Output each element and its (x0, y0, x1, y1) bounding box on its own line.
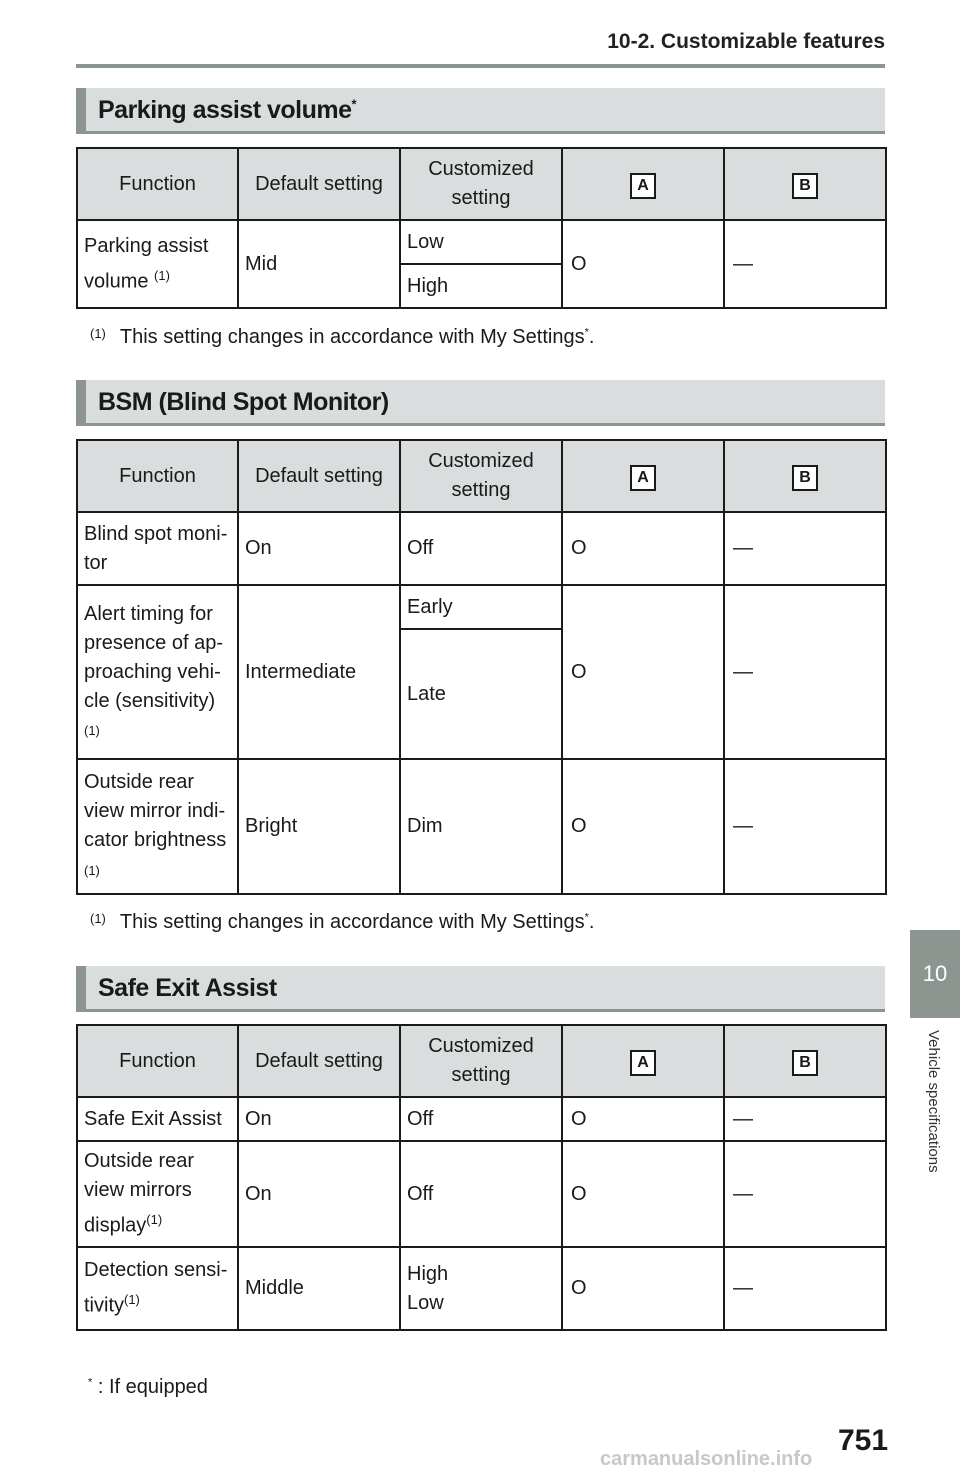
table-safe-exit (76, 1024, 887, 1331)
footnote-parking (90, 326, 594, 349)
note-mark: (1) (154, 267, 170, 283)
cell-a: O (562, 585, 724, 759)
cell-default: Bright (238, 759, 400, 894)
col-function: Function (77, 440, 238, 512)
col-function: Function (77, 148, 238, 220)
footnote-end: . (588, 326, 595, 348)
footnote-star: * (584, 326, 589, 339)
cell-a: O (562, 1247, 724, 1330)
table-header-row (77, 440, 886, 512)
section-title-parking: Parking assist volume (98, 96, 352, 124)
col-b: B (792, 465, 818, 491)
footnote-text: This setting changes in accordance with My Settings (119, 911, 585, 933)
col-b: B (792, 173, 818, 199)
cell-function: Parking assist volume (84, 234, 209, 293)
note-mark: (1) (84, 863, 100, 878)
table-row (77, 512, 886, 585)
chapter-label: Vehicle specifications (925, 1030, 942, 1173)
cell-a: O (562, 1141, 724, 1247)
cell-b: — (724, 759, 886, 894)
col-default: Default setting (238, 1025, 400, 1097)
page-number: 751 (838, 1424, 889, 1457)
cell-option: Low (407, 1291, 444, 1314)
table-bsm (76, 439, 887, 895)
cell-default: On (238, 512, 400, 585)
col-customized: Customized setting (400, 148, 562, 220)
footnote-end: . (588, 911, 595, 933)
table-parking (76, 147, 887, 309)
cell-b: — (724, 585, 886, 759)
cell-function: Safe Exit Assist (77, 1097, 238, 1141)
cell-a: O (562, 759, 724, 894)
col-b: B (792, 1050, 818, 1076)
table-header-row (77, 148, 886, 220)
cell-option: Late (400, 629, 562, 759)
col-default: Default setting (238, 148, 400, 220)
footnote-text: This setting changes in accordance with My Settings (119, 326, 585, 348)
section-heading-safe-exit (76, 966, 885, 1012)
footnote-star: * (584, 911, 589, 924)
footnote-mark: (1) (90, 911, 106, 926)
cell-customized: Off (400, 512, 562, 585)
table-header-row (77, 1025, 886, 1097)
table-row (77, 220, 886, 264)
cell-default: On (238, 1141, 400, 1247)
watermark: carmanualsonline.info (600, 1448, 813, 1470)
cell-default: Mid (238, 220, 400, 308)
equipped-text: : If equipped (97, 1376, 208, 1398)
title-star: * (351, 96, 357, 112)
cell-b: — (724, 220, 886, 308)
table-row (77, 1097, 886, 1141)
cell-b: — (724, 512, 886, 585)
note-mark: (1) (146, 1212, 163, 1228)
if-equipped-note (88, 1376, 208, 1399)
equipped-star: * (88, 1376, 93, 1389)
col-customized: Customized setting (400, 1025, 562, 1097)
page-header (76, 30, 885, 68)
cell-function: Alert timing for presence of ap- proaching vehi- cle (sensitivity) (84, 602, 223, 712)
table-row (77, 759, 886, 894)
cell-option: Low (400, 220, 562, 264)
cell-b: — (724, 1097, 886, 1141)
cell-customized: Dim (400, 759, 562, 894)
cell-customized: Off (400, 1097, 562, 1141)
cell-a: O (562, 1097, 724, 1141)
section-heading-parking (76, 88, 885, 134)
chapter-tab: 10 (910, 930, 960, 1018)
col-a: A (630, 1050, 656, 1076)
cell-a: O (562, 220, 724, 308)
cell-option: Early (400, 585, 562, 629)
cell-function: Blind spot moni- tor (77, 512, 238, 585)
cell-function: Outside rear view mirror indi- cator brightness (84, 771, 227, 851)
cell-default: On (238, 1097, 400, 1141)
cell-a: O (562, 512, 724, 585)
header-rule (76, 64, 885, 68)
cell-b: — (724, 1141, 886, 1247)
cell-option: High (407, 1262, 449, 1285)
header-title: 10-2. Customizable features (607, 30, 885, 53)
table-row (77, 1247, 886, 1330)
cell-default: Middle (238, 1247, 400, 1330)
footnote-bsm (90, 911, 594, 934)
cell-default: Intermediate (238, 585, 400, 759)
footnote-mark: (1) (90, 326, 106, 341)
note-mark: (1) (84, 722, 100, 738)
section-heading-bsm (76, 380, 885, 426)
cell-function: Outside rear view mirrors display (84, 1150, 195, 1237)
cell-function: Detection sensi- tivity (84, 1259, 228, 1317)
table-row (77, 585, 886, 629)
section-title-safe-exit: Safe Exit Assist (98, 974, 277, 1002)
col-a: A (630, 465, 656, 491)
col-customized: Customized setting (400, 440, 562, 512)
note-mark: (1) (124, 1292, 140, 1308)
section-title-bsm: BSM (Blind Spot Monitor) (98, 388, 389, 416)
col-default: Default setting (238, 440, 400, 512)
col-function: Function (77, 1025, 238, 1097)
cell-b: — (724, 1247, 886, 1330)
table-row (77, 1141, 886, 1247)
col-a: A (630, 173, 656, 199)
cell-option: High (400, 264, 562, 308)
cell-customized: Off (400, 1141, 562, 1247)
